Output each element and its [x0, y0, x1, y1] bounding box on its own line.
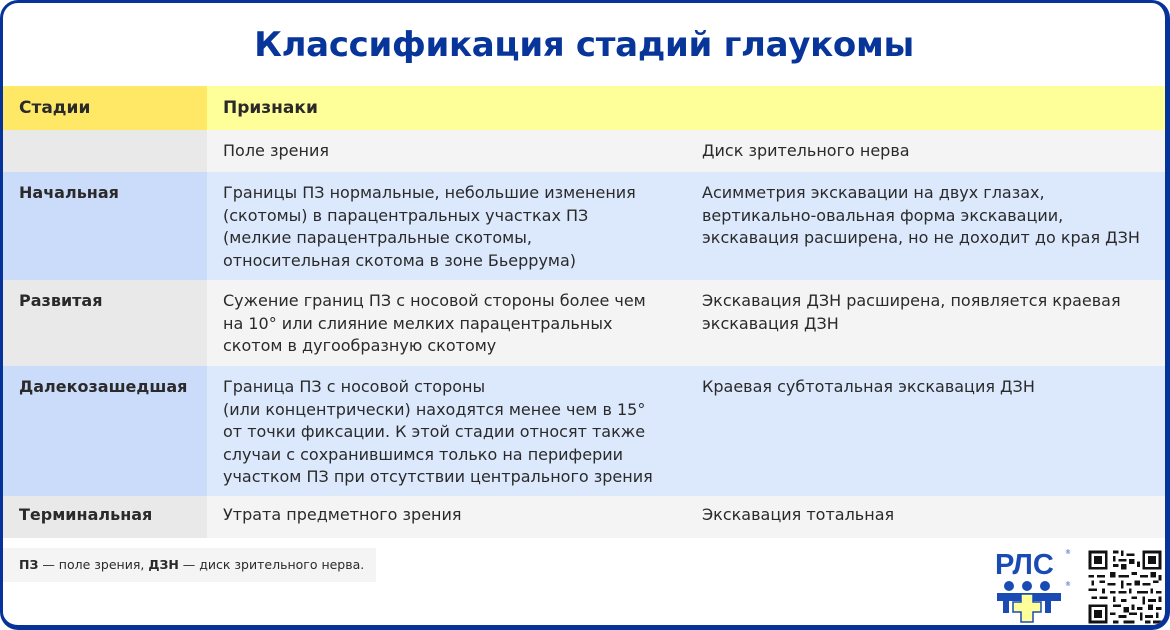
field-of-view-cell — [207, 496, 698, 538]
text-line: участком ПЗ при отсутствии центрального зрения — [223, 467, 653, 486]
table-row — [3, 366, 1166, 496]
stage-label: Далекозашедшая — [3, 366, 207, 496]
footnote-def-pz: — поле зрения, — [38, 557, 149, 572]
text-line: Граница ПЗ с носовой стороны — [223, 377, 486, 396]
footnote — [3, 548, 376, 582]
stage-label: Развитая — [3, 280, 207, 366]
field-of-view-cell — [207, 172, 698, 280]
table-row — [3, 496, 1166, 538]
footnote-abbr-dzn: ДЗН — [148, 557, 179, 572]
optic-disc-cell — [698, 280, 1166, 366]
svg-text:®: ® — [1065, 581, 1071, 588]
table-row — [3, 172, 1166, 280]
text-line: Асимметрия экскавации на двух глазах, — [702, 183, 1045, 202]
field-of-view-cell — [207, 366, 698, 496]
text-line: Экскавация тотальная — [702, 505, 895, 524]
svg-text:РЛС: РЛС — [995, 549, 1054, 581]
footnote-def-dzn: — диск зрительного нерва. — [178, 557, 365, 572]
text-line: Краевая субтотальная экскавация ДЗН — [702, 377, 1035, 396]
text-line: относительная скотома в зоне Бьеррума) — [223, 250, 577, 270]
text-line: случаи с сохранившимся только на периферии — [223, 444, 624, 464]
table-row — [3, 280, 1166, 366]
qr-code-icon — [1086, 548, 1164, 626]
field-of-view-cell — [207, 280, 698, 366]
stage-label: Начальная — [3, 172, 207, 280]
optic-disc-cell — [698, 496, 1166, 538]
text-line: Границы ПЗ нормальные, небольшие изменения — [223, 183, 636, 202]
table-header-row — [3, 86, 1166, 130]
text-line: скотом в дугообразную скотому — [223, 336, 497, 355]
page-title: Классификация стадий глаукомы — [254, 25, 914, 65]
text-line: экскавация ДЗН — [702, 313, 839, 333]
text-line: (или концентрически) находятся менее чем в 15° — [223, 399, 646, 419]
subheader-field-of-view: Поле зрения — [207, 130, 698, 172]
optic-disc-cell — [698, 172, 1166, 280]
rls-logo-icon — [993, 546, 1073, 626]
text-line: Сужение границ ПЗ с носовой стороны более чем — [223, 291, 646, 310]
subheader-empty — [3, 130, 207, 172]
header-stages: Стадии — [3, 86, 207, 130]
table-subheader-row — [3, 130, 1166, 172]
text-line: от точки фиксации. К этой стадии относят также — [223, 422, 646, 441]
classification-table — [3, 86, 1166, 538]
text-line: экскавация расширена, но не доходит до края ДЗН — [702, 228, 1140, 247]
text-line: Утрата предметного зрения — [223, 505, 462, 524]
header-signs: Признаки — [207, 86, 1166, 130]
subheader-optic-disc: Диск зрительного нерва — [698, 130, 1166, 172]
text-line: на 10° или слияние мелких парацентральных — [223, 313, 613, 333]
svg-text:®: ® — [1065, 549, 1071, 556]
footnote-abbr-pz: ПЗ — [19, 557, 39, 572]
stage-label: Терминальная — [3, 496, 207, 538]
text-line: вертикально-овальная форма экскавации, — [702, 205, 1064, 225]
text-line: Экскавация ДЗН расширена, появляется краевая — [702, 291, 1121, 310]
text-line: (мелкие парацентральные скотомы, — [223, 228, 532, 247]
optic-disc-cell — [698, 366, 1166, 496]
text-line: (скотомы) в парацентральных участках ПЗ — [223, 205, 589, 225]
